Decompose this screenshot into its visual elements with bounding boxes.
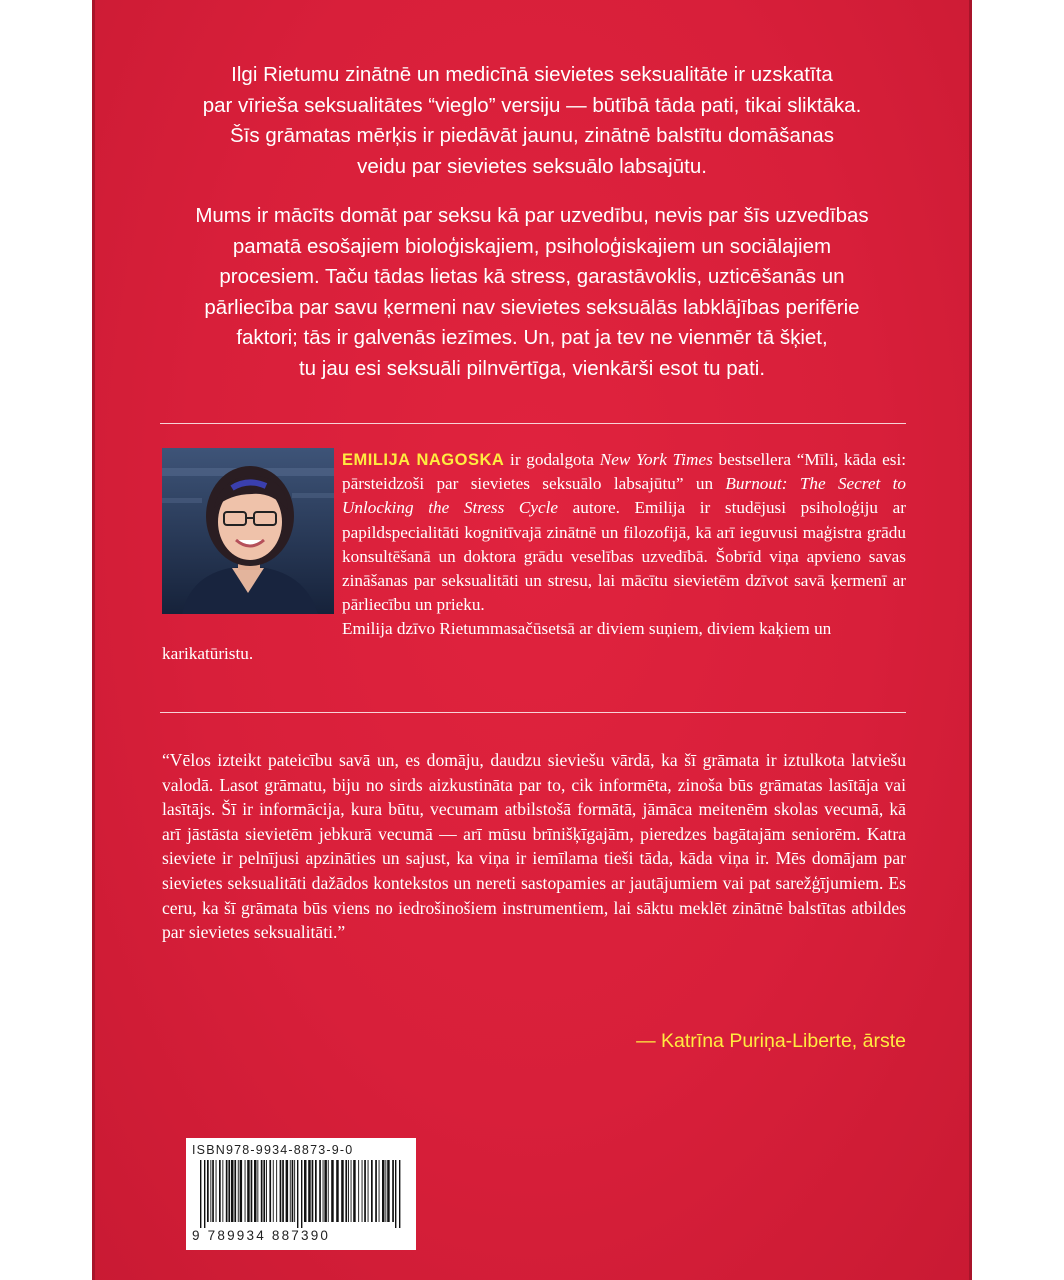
barcode (186, 1138, 416, 1250)
barcode-bar (226, 1160, 228, 1222)
barcode-guard-bar (297, 1160, 298, 1228)
barcode-bar (371, 1160, 373, 1222)
barcode-bar (240, 1160, 243, 1222)
barcode-bar (358, 1160, 359, 1222)
barcode-bar (331, 1160, 334, 1222)
back-cover (92, 0, 972, 1280)
barcode-bar (345, 1160, 347, 1222)
blurb-paragraph-2 (92, 201, 972, 384)
bio-text: bestsellera “Mīli, kāda esi: pārsteidzoši par sievietes seksuālo labsajūtu” un (342, 450, 907, 494)
barcode-bar (385, 1160, 386, 1222)
bio-burnout-title: Burnout: The Secret to Unlocking the Stress Cycle (342, 474, 906, 518)
barcode-bar (315, 1160, 317, 1222)
barcode-digits: 9 789934 887390 (192, 1228, 331, 1243)
barcode-bar (222, 1160, 223, 1222)
blurb-line: pārliecība par savu ķermeni nav sievietes seksuālās labklājības perifērie (204, 295, 860, 319)
barcode-guard-bar (399, 1160, 400, 1228)
barcode-bar (261, 1160, 263, 1222)
barcode-bar (273, 1160, 274, 1222)
barcode-bar (266, 1160, 267, 1222)
blurb-line: procesiem. Taču tādas lietas kā stress, garastāvoklis, uzticēšanās un (219, 265, 845, 288)
barcode-bar (254, 1160, 257, 1222)
barcode-bar (368, 1160, 369, 1222)
blurb-line: par vīrieša seksualitātes “vieglo” versiju — būtībā tāda pati, tikai sliktāka. (202, 93, 862, 117)
barcode-bar (245, 1160, 246, 1222)
barcode-bar (323, 1160, 324, 1222)
barcode-bar (247, 1160, 250, 1222)
barcode-bar (382, 1160, 385, 1222)
barcode-bar (364, 1160, 366, 1222)
barcode-bar (219, 1160, 221, 1222)
barcode-guard-bar (204, 1160, 205, 1228)
barcode-bar (341, 1160, 344, 1222)
barcode-bar (257, 1160, 258, 1222)
barcode-bar (286, 1160, 289, 1222)
blurb-paragraph-1 (92, 60, 972, 182)
cover-edge-left (92, 0, 95, 1280)
blurb-line: Ilgi Rietumu zinātnē un medicīnā sievietes seksualitāte ir uzskatīta (231, 63, 833, 86)
barcode-bar (304, 1160, 307, 1222)
barcode-bar (379, 1160, 380, 1222)
barcode-guard-bar (395, 1160, 396, 1228)
barcode-bar (207, 1160, 209, 1222)
barcode-bar (336, 1160, 339, 1222)
bio-text: autore. Emilija ir studējusi psiholoģiju ar papildspecialitāti kognitīvajā zinātnē un filozofijā, kā arī ieguvusi maģistra grādu konsultēšanā un doktora grādu veselības uzvedībā. Šobrīd viņa apvieno savas zināšanas par seksualitāti un stresu, lai mācītu sievietēm dzīvot savā ķermenī ar pārliecību un prieku. (342, 498, 906, 615)
blurb-line: veidu par sievietes seksuālo labsajūtu. (357, 154, 707, 178)
blurb-line: Mums ir mācīts domāt par seksu kā par uzvedību, nevis par šīs uzvedības (195, 204, 869, 227)
barcode-bar (216, 1160, 217, 1222)
bio-text: ir godalgota (504, 450, 600, 469)
barcode-bar (234, 1160, 236, 1222)
barcode-bar (328, 1160, 329, 1222)
barcode-bar (212, 1160, 214, 1222)
author-name: EMILIJA NAGOSKA (342, 451, 505, 469)
barcode-bar (280, 1160, 282, 1222)
photo-spacer (162, 448, 342, 638)
divider-bottom (160, 712, 906, 713)
barcode-bar (351, 1160, 352, 1222)
barcode-bar (231, 1160, 234, 1222)
author-bio (162, 448, 906, 666)
bio-nyt: New York Times (599, 450, 713, 469)
blurb-line: tu jau esi seksuāli pilnvērtīga, vienkārši esot tu pati. (298, 356, 766, 380)
barcode-bar (375, 1160, 377, 1222)
barcode-guard-bar (200, 1160, 201, 1228)
barcode-bar (251, 1160, 253, 1222)
barcode-bar (228, 1160, 230, 1222)
barcode-bar (294, 1160, 295, 1222)
divider-top (160, 423, 906, 424)
barcode-bar (276, 1160, 277, 1222)
bio-last-line: Emilija dzīvo Rietummasačūsetsā ar diviem suņiem, diviem kaķiem un karikatūristu. (162, 619, 832, 663)
testimonial-attribution: — Katrīna Puriņa-Liberte, ārste (636, 1030, 906, 1052)
blurb-line: faktori; tās ir galvenās iezīmes. Un, pat ja tev ne vienmēr tā šķiet, (236, 326, 828, 349)
cover-edge-right (969, 0, 972, 1280)
barcode-bars-icon (200, 1160, 402, 1228)
barcode-bar (308, 1160, 311, 1222)
testimonial-quote: “Vēlos izteikt pateicību savā un, es domāju, daudzu sieviešu vārdā, ka šī grāmata ir iztulkota latviešu valodā. Lasot grāmatu, biju no sirds aizkustināta par to, cik informēta, zinoša būs grāmatas lasītāja vai lasītājs. Šī ir informācija, kura būtu, vecumam atbilstošā formātā, jāmāca meitenēm skolas vecumā, kā arī jāstāsta sievietēm jebkurā vecumā — arī mūsu brīnišķīgajām, pieredzes bagātajām seniorēm. Katra sieviete ir pelnījusi apzināties un sajust, ka viņa ir iemīlama tieši tāda, kāda viņa ir. Mēs domājam par sievietes seksualitāti dažādos kontekstos un nereti sastopamies ar jautājumiem vai pat sarežģījumiem. Es ceru, ka šī grāmata būs viens no iedrošinošiem instrumentiem, lai sāktu meklēt zinātnē balstītas atbildes par sievietes seksualitāti.” (162, 750, 906, 943)
blurb-line: pamatā esošajiem bioloģiskajiem, psiholoģiskajiem un sociālajiem (232, 234, 832, 258)
barcode-bar (324, 1160, 327, 1222)
barcode-bar (312, 1160, 314, 1222)
barcode-bar (362, 1160, 363, 1222)
barcode-bar (238, 1160, 239, 1222)
blurb-line: Šīs grāmatas mērķis ir piedāvāt jaunu, zinātnē balstītu domāšanas (230, 124, 834, 147)
barcode-guard-bar (301, 1160, 302, 1228)
barcode-bar (290, 1160, 291, 1222)
isbn-label: ISBN978-9934-8873-9-0 (192, 1143, 354, 1157)
barcode-bar (282, 1160, 284, 1222)
barcode-bar (269, 1160, 271, 1222)
barcode-bar (387, 1160, 390, 1222)
barcode-bar (263, 1160, 265, 1222)
barcode-bar (292, 1160, 294, 1222)
barcode-bar (353, 1160, 356, 1222)
barcode-bar (319, 1160, 321, 1222)
barcode-bar (392, 1160, 394, 1222)
barcode-bar (348, 1160, 349, 1222)
barcode-bar (210, 1160, 211, 1222)
